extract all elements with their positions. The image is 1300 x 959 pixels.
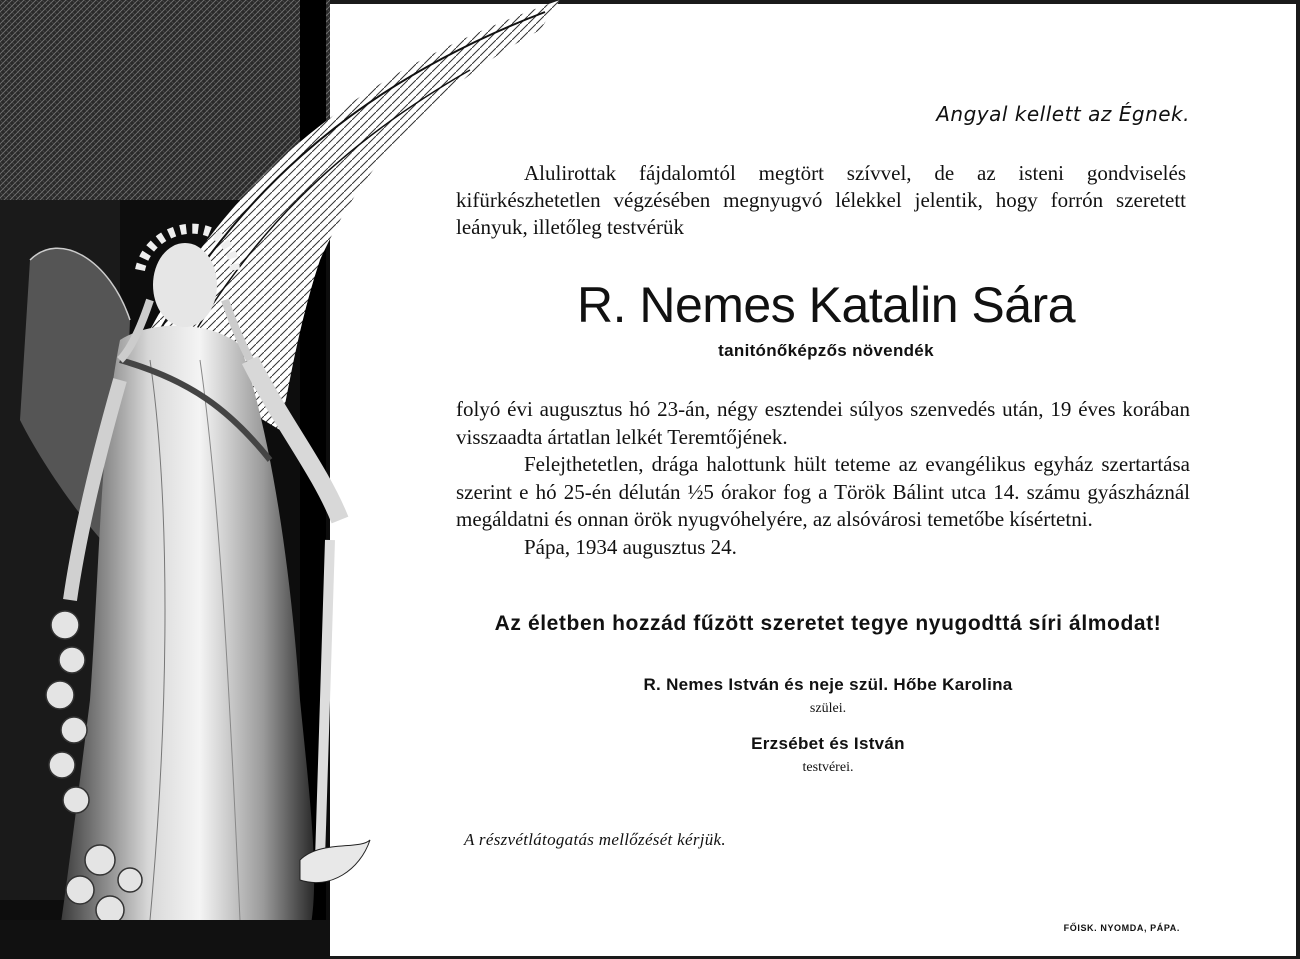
closing-request: A részvétlátogatás mellőzését kérjük. — [464, 830, 726, 849]
signatory-names: R. Nemes István és neje szül. Hőbe Karolina — [643, 675, 1013, 694]
deceased-title: tanitónőképzős növendék — [718, 341, 934, 360]
signatory-role: szülei. — [809, 701, 847, 716]
announcement-body — [456, 396, 1190, 561]
funeral-paragraph: Felejthetetlen, drága halottunk hült teteme az evangélikus egyház szertartása szerint e hó 25-én délután ½5 órakor fog a Török Bálint utca 14. számu gyászháznál megáldatni és onnan örök nyugvóhelyére, az alsóvárosi temetőbe kísértetni. — [456, 452, 1190, 531]
signatory-parents — [456, 675, 1200, 717]
memorial-motto: Az életben hozzád fűzött szeretet tegye nyugodttá síri álmodat! — [494, 612, 1162, 635]
epigraph: Angyal kellett az Égnek. — [936, 102, 1190, 126]
date-line: Pápa, 1934 augusztus 24. — [524, 534, 737, 559]
printer-imprint: FŐISK. NYOMDA, PÁPA. — [1063, 923, 1180, 933]
deceased-name: R. Nemes Katalin Sára — [576, 277, 1076, 333]
signatory-role: testvérei. — [802, 760, 854, 775]
signatory-siblings — [456, 734, 1200, 776]
right-border — [1296, 0, 1300, 959]
intro-paragraph — [456, 160, 1186, 241]
intro-text: Alulirottak fájdalomtól megtört szívvel, de az isteni gondviselés kifürkészhetetlen végzésében megnyugvó lélekkel jelentik, hogy forrón szeretett leányuk, illetőleg testvérük — [456, 161, 1186, 239]
signatory-names: Erzsébet és István — [751, 734, 905, 753]
death-paragraph: folyó évi augusztus hó 23-án, négy esztendei súlyos szenvedés után, 19 éves korában visszaadta ártatlan lelkét Teremtőjének. — [456, 397, 1190, 449]
